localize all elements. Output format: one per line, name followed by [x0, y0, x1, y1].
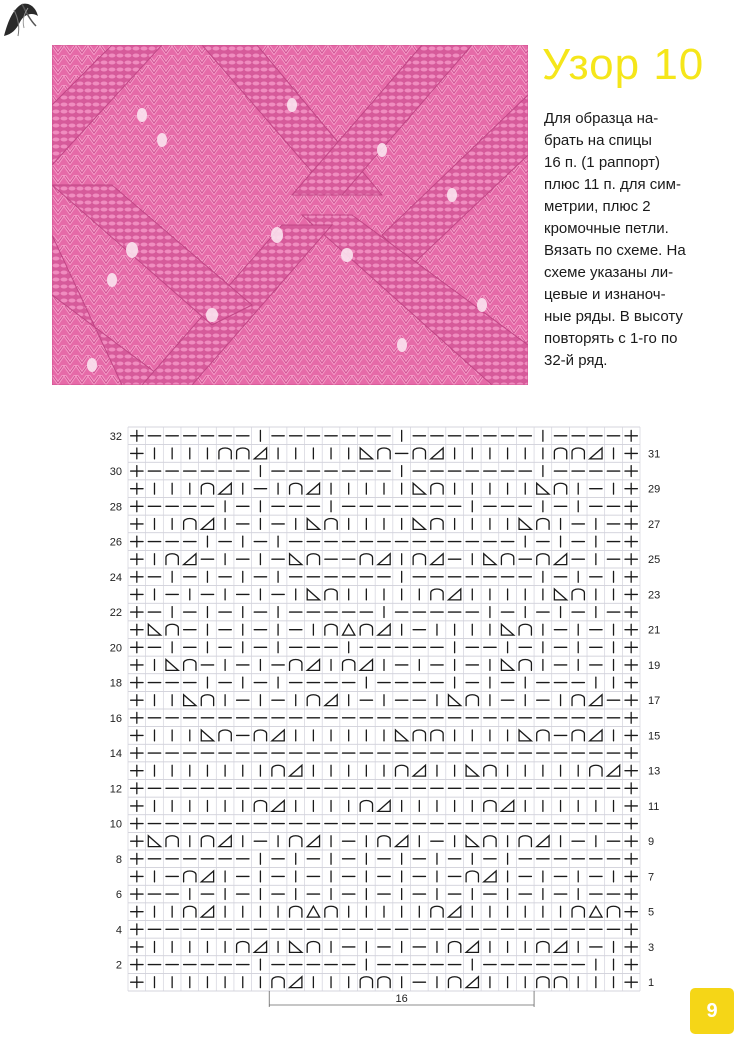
yarn-over-mark — [519, 659, 531, 670]
row-number-label: 9 — [648, 836, 655, 849]
row-number-label: 8 — [115, 853, 122, 866]
k2tog-left-mark — [466, 836, 478, 847]
row-number-label: 20 — [109, 642, 122, 655]
k2tog-right-mark — [307, 836, 319, 847]
yarn-over-mark — [307, 695, 319, 706]
k2tog-left-mark — [290, 941, 302, 952]
yarn-over-mark — [343, 659, 355, 670]
row-number-label: 26 — [109, 536, 122, 549]
k2tog-right-mark — [395, 836, 407, 847]
k2tog-right-mark — [272, 730, 284, 741]
page-title: Узор 10 — [542, 40, 705, 89]
yarn-over-mark — [519, 836, 531, 847]
k2tog-left-mark — [201, 730, 213, 741]
k2tog-left-mark — [554, 589, 566, 600]
row-number-label: 21 — [648, 624, 661, 637]
k2tog-left-mark — [360, 448, 372, 459]
yarn-over-mark — [501, 554, 513, 565]
yarn-over-mark — [237, 448, 249, 459]
yarn-over-mark — [254, 800, 266, 811]
row-number-label: 23 — [648, 589, 661, 602]
row-number-label: 17 — [648, 695, 661, 708]
yarn-over-mark — [360, 554, 372, 565]
k2tog-right-mark — [466, 977, 478, 988]
yarn-over-mark — [448, 941, 460, 952]
row-number-label: 6 — [115, 889, 122, 902]
yarn-over-mark — [484, 836, 496, 847]
description-line: 32-й ряд. — [544, 352, 608, 369]
row-number-label: 5 — [648, 906, 655, 919]
row-number-label: 2 — [115, 959, 122, 972]
k2tog-left-mark — [448, 695, 460, 706]
k2tog-right-mark — [325, 695, 337, 706]
yarn-over-mark — [237, 941, 249, 952]
yarn-over-mark — [272, 765, 284, 776]
yarn-over-mark — [431, 483, 443, 494]
yarn-over-mark — [166, 624, 178, 635]
k2tog-right-mark — [607, 765, 619, 776]
yarn-over-mark — [554, 448, 566, 459]
yarn-over-mark — [307, 554, 319, 565]
yarn-over-mark — [325, 589, 337, 600]
yarn-over-mark — [166, 836, 178, 847]
description-line: кромочные петли. — [544, 220, 669, 237]
row-number-label: 14 — [109, 748, 122, 761]
k3tog-mark — [307, 906, 319, 917]
yarn-over-mark — [519, 624, 531, 635]
yarn-over-mark — [272, 977, 284, 988]
k2tog-right-mark — [431, 448, 443, 459]
k2tog-right-mark — [554, 554, 566, 565]
yarn-over-mark — [572, 730, 584, 741]
yarn-over-mark — [290, 659, 302, 670]
k2tog-left-mark — [307, 589, 319, 600]
yarn-over-mark — [448, 977, 460, 988]
yarn-over-mark — [413, 448, 425, 459]
yarn-over-mark — [201, 483, 213, 494]
k2tog-right-mark — [537, 836, 549, 847]
k2tog-right-mark — [290, 765, 302, 776]
k2tog-right-mark — [431, 554, 443, 565]
k2tog-right-mark — [360, 659, 372, 670]
row-number-label: 24 — [109, 571, 122, 584]
k3tog-mark — [590, 906, 602, 917]
row-number-label: 13 — [648, 765, 661, 778]
yarn-over-mark — [537, 730, 549, 741]
yarn-over-mark — [325, 518, 337, 529]
k2tog-left-mark — [148, 836, 160, 847]
k2tog-right-mark — [378, 554, 390, 565]
yarn-over-mark — [378, 836, 390, 847]
k2tog-right-mark — [219, 483, 231, 494]
k2tog-left-mark — [184, 695, 196, 706]
row-number-label: 19 — [648, 659, 661, 672]
yarn-over-mark — [378, 977, 390, 988]
yarn-over-mark — [254, 730, 266, 741]
k2tog-right-mark — [201, 871, 213, 882]
k2tog-left-mark — [537, 483, 549, 494]
k2tog-right-mark — [219, 836, 231, 847]
yarn-over-mark — [184, 871, 196, 882]
yarn-over-mark — [466, 695, 478, 706]
yarn-over-mark — [325, 906, 337, 917]
yarn-over-mark — [590, 765, 602, 776]
row-number-label: 16 — [109, 712, 122, 725]
yarn-over-mark — [554, 977, 566, 988]
page-number: 9 — [690, 988, 734, 1034]
pattern-description — [544, 108, 710, 372]
yarn-over-mark — [290, 836, 302, 847]
k2tog-right-mark — [272, 800, 284, 811]
k2tog-right-mark — [307, 483, 319, 494]
yarn-over-mark — [572, 906, 584, 917]
yarn-over-mark — [413, 730, 425, 741]
yarn-over-mark — [307, 941, 319, 952]
yarn-over-mark — [360, 624, 372, 635]
yarn-over-mark — [184, 659, 196, 670]
k2tog-left-mark — [413, 518, 425, 529]
yarn-over-mark — [184, 906, 196, 917]
yarn-over-mark — [431, 906, 443, 917]
yarn-over-mark — [484, 800, 496, 811]
row-number-label: 7 — [648, 871, 655, 884]
row-number-label: 12 — [109, 783, 122, 796]
k2tog-right-mark — [254, 941, 266, 952]
yarn-over-mark — [360, 977, 372, 988]
yarn-over-mark — [413, 554, 425, 565]
yarn-over-mark — [607, 906, 619, 917]
k2tog-right-mark — [590, 448, 602, 459]
yarn-over-mark — [290, 483, 302, 494]
description-line: цевые и изнаноч- — [544, 286, 666, 303]
row-number-label: 22 — [109, 607, 122, 620]
row-number-label: 25 — [648, 554, 661, 567]
k2tog-left-mark — [395, 730, 407, 741]
description-line: 16 п. (1 раппорт) — [544, 154, 660, 171]
yarn-over-mark — [378, 448, 390, 459]
corner-decoration-icon — [0, 0, 42, 40]
row-number-label: 31 — [648, 448, 661, 461]
yarn-over-mark — [201, 836, 213, 847]
yarn-over-mark — [572, 448, 584, 459]
k2tog-right-mark — [290, 977, 302, 988]
row-number-label: 29 — [648, 483, 661, 496]
k2tog-right-mark — [413, 765, 425, 776]
yarn-over-mark — [431, 730, 443, 741]
yarn-over-mark — [219, 730, 231, 741]
yarn-over-mark — [325, 624, 337, 635]
yarn-over-mark — [537, 518, 549, 529]
yarn-over-mark — [166, 554, 178, 565]
row-number-label: 30 — [109, 466, 122, 479]
yarn-over-mark — [537, 941, 549, 952]
k2tog-right-mark — [254, 448, 266, 459]
k2tog-right-mark — [448, 906, 460, 917]
k2tog-left-mark — [519, 730, 531, 741]
k2tog-right-mark — [590, 730, 602, 741]
description-line: схеме указаны ли- — [544, 264, 674, 281]
k2tog-right-mark — [590, 695, 602, 706]
k2tog-right-mark — [484, 871, 496, 882]
description-line: Вязать по схеме. На — [544, 242, 686, 259]
k2tog-left-mark — [290, 554, 302, 565]
k2tog-left-mark — [166, 659, 178, 670]
row-number-label: 11 — [648, 800, 660, 813]
yarn-over-mark — [431, 518, 443, 529]
row-number-label: 1 — [648, 977, 655, 990]
yarn-over-mark — [219, 448, 231, 459]
k2tog-right-mark — [448, 589, 460, 600]
k2tog-left-mark — [484, 554, 496, 565]
row-number-label: 18 — [109, 677, 122, 690]
yarn-over-mark — [484, 765, 496, 776]
k2tog-right-mark — [466, 941, 478, 952]
yarn-over-mark — [395, 765, 407, 776]
k2tog-left-mark — [148, 624, 160, 635]
yarn-over-mark — [201, 695, 213, 706]
row-number-label: 28 — [109, 501, 122, 514]
row-number-label: 10 — [109, 818, 122, 831]
yarn-over-mark — [431, 589, 443, 600]
k2tog-left-mark — [307, 518, 319, 529]
yarn-over-mark — [466, 871, 478, 882]
k2tog-right-mark — [501, 800, 513, 811]
yarn-over-mark — [184, 518, 196, 529]
k2tog-left-mark — [519, 518, 531, 529]
row-number-label: 15 — [648, 730, 661, 743]
k2tog-right-mark — [201, 518, 213, 529]
row-number-label: 27 — [648, 518, 661, 531]
k2tog-left-mark — [413, 483, 425, 494]
k3tog-mark — [343, 624, 355, 635]
yarn-over-mark — [537, 977, 549, 988]
k2tog-right-mark — [378, 624, 390, 635]
yarn-over-mark — [537, 554, 549, 565]
k2tog-right-mark — [378, 800, 390, 811]
description-line: ные ряды. В высоту — [544, 308, 683, 325]
k2tog-right-mark — [201, 906, 213, 917]
repeat-label: 16 — [395, 993, 408, 1005]
k2tog-right-mark — [184, 554, 196, 565]
k2tog-left-mark — [466, 765, 478, 776]
description-line: Для образца на- — [544, 110, 659, 127]
yarn-over-mark — [290, 906, 302, 917]
yarn-over-mark — [360, 800, 372, 811]
description-line: метрии, плюс 2 — [544, 198, 651, 215]
knitted-sample-photo — [52, 45, 528, 385]
yarn-over-mark — [572, 589, 584, 600]
k2tog-right-mark — [554, 941, 566, 952]
row-number-label: 32 — [109, 430, 122, 443]
row-number-label: 4 — [115, 924, 122, 937]
k2tog-left-mark — [501, 624, 513, 635]
yarn-over-mark — [554, 483, 566, 494]
k2tog-right-mark — [307, 659, 319, 670]
description-line: плюс 11 п. для сим- — [544, 176, 681, 193]
row-number-label: 3 — [648, 941, 655, 954]
description-line: брать на спицы — [544, 132, 652, 149]
yarn-over-mark — [572, 695, 584, 706]
k2tog-left-mark — [501, 659, 513, 670]
description-line: повторять с 1-го по — [544, 330, 678, 347]
